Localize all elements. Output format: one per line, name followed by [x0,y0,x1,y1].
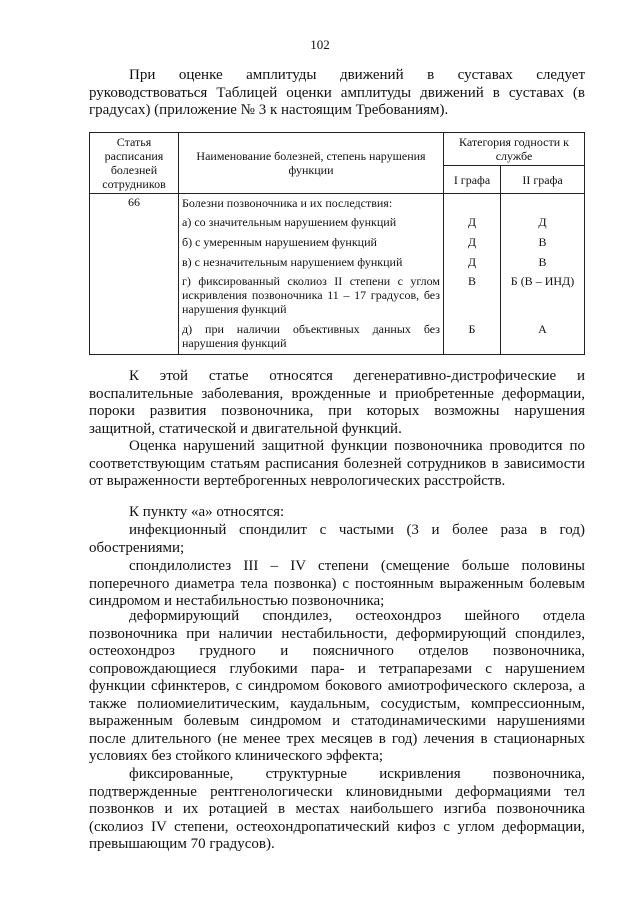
paragraph-4: инфекционный спондилит с частыми (3 и более раза в год) обострениями; [89,522,585,556]
page-number: 102 [310,37,330,52]
table-row-d: г) фиксированный сколиоз II степени с углом искривления позвоночника 11 – 17 градусов, без нарушения функций [182,274,440,316]
table-row-e: д) при наличии объективных данных без нарушения функций [182,322,440,350]
table-row-c: в) с незначительным нарушением функций [182,255,403,269]
g2-e: А [538,322,547,336]
article-number: 66 [90,194,179,355]
col1-values [444,194,501,355]
g1-e: Б [468,322,476,336]
paragraph-1: К этой статье относятся дегенеративно-дистрофические и воспалительные заболевания, врожденные и приобретенные деформации, пороки развития позвоночника, при которых возможны нарушения защитной, статической и двигательной функций. [89,368,585,437]
table-row-a: а) со значительным нарушением функций [182,215,397,229]
paragraph-3: К пункту «а» относятся: [129,504,285,520]
disease-list [179,194,444,355]
paragraph-2: Оценка нарушений защитной функции позвоночника проводится по соответствующим статьям расписания болезней сотрудников в зависимости от выраженности вертеброгенных неврологических расстройств. [89,438,585,489]
paragraph-5: спондилолистез III – IV степени (смещение больше половины поперечного диаметра тела позвонка) с постоянным выраженным болевым синдромом и нестабильностью позвоночника; [89,558,585,609]
header-col1: I графа [444,166,501,194]
intro-paragraph: При оценке амплитуды движений в суставах следует руководствоваться Таблицей оценки амплитуды движений в суставах (в градусах) (приложение № 3 к настоящим Требованиям). [89,67,585,118]
header-category: Категория годности к службе [444,133,585,166]
paragraph-7: фиксированные, структурные искривления позвоночника, подтвержденные рентгенологически клиновидными деформациями тел позвонков и их ротацией в местах наибольшего изгиба позвоночника (сколиоз IV степени, остеохондропатический кифоз с углом деформации, превышающим 70 градусов). [89,766,585,852]
g1-a: Д [467,215,477,229]
group-title: Болезни позвоночника и их последствия: [182,196,393,210]
table-row-b: б) с умеренным нарушением функций [182,235,377,249]
g2-d: Б (В – ИНД) [510,274,575,288]
g1-b: Д [467,235,477,249]
header-article: Статья расписания болезней сотрудников [90,133,179,194]
g2-c: В [538,255,547,269]
g1-d: В [467,274,476,288]
header-name: Наименование болезней, степень нарушения функции [179,133,444,194]
col2-values [501,194,585,355]
g1-c: Д [467,255,477,269]
g2-a: Д [538,215,547,229]
assessment-table [89,132,585,355]
paragraph-6: деформирующий спондилез, остеохондроз шейного отдела позвоночника при наличии нестабильности, деформирующий спондилез, остеохондроз грудного и поясничного отделов позвоночника, сопровождающиеся глубокими пара- и тетрапарезами с нарушением функции сфинктеров, с синдромом бокового амиотрофического склероза, а также полиомиелитическим, каудальным, сосудистым, компрессионным, выраженным болевым синдромом и статодинамическими нарушениями после длительного (не менее трех месяцев в год) лечения в стационарных условиях без стойкого клинического эффекта; [89,608,585,764]
g2-b: В [538,235,547,249]
header-col2: II графа [501,166,585,194]
